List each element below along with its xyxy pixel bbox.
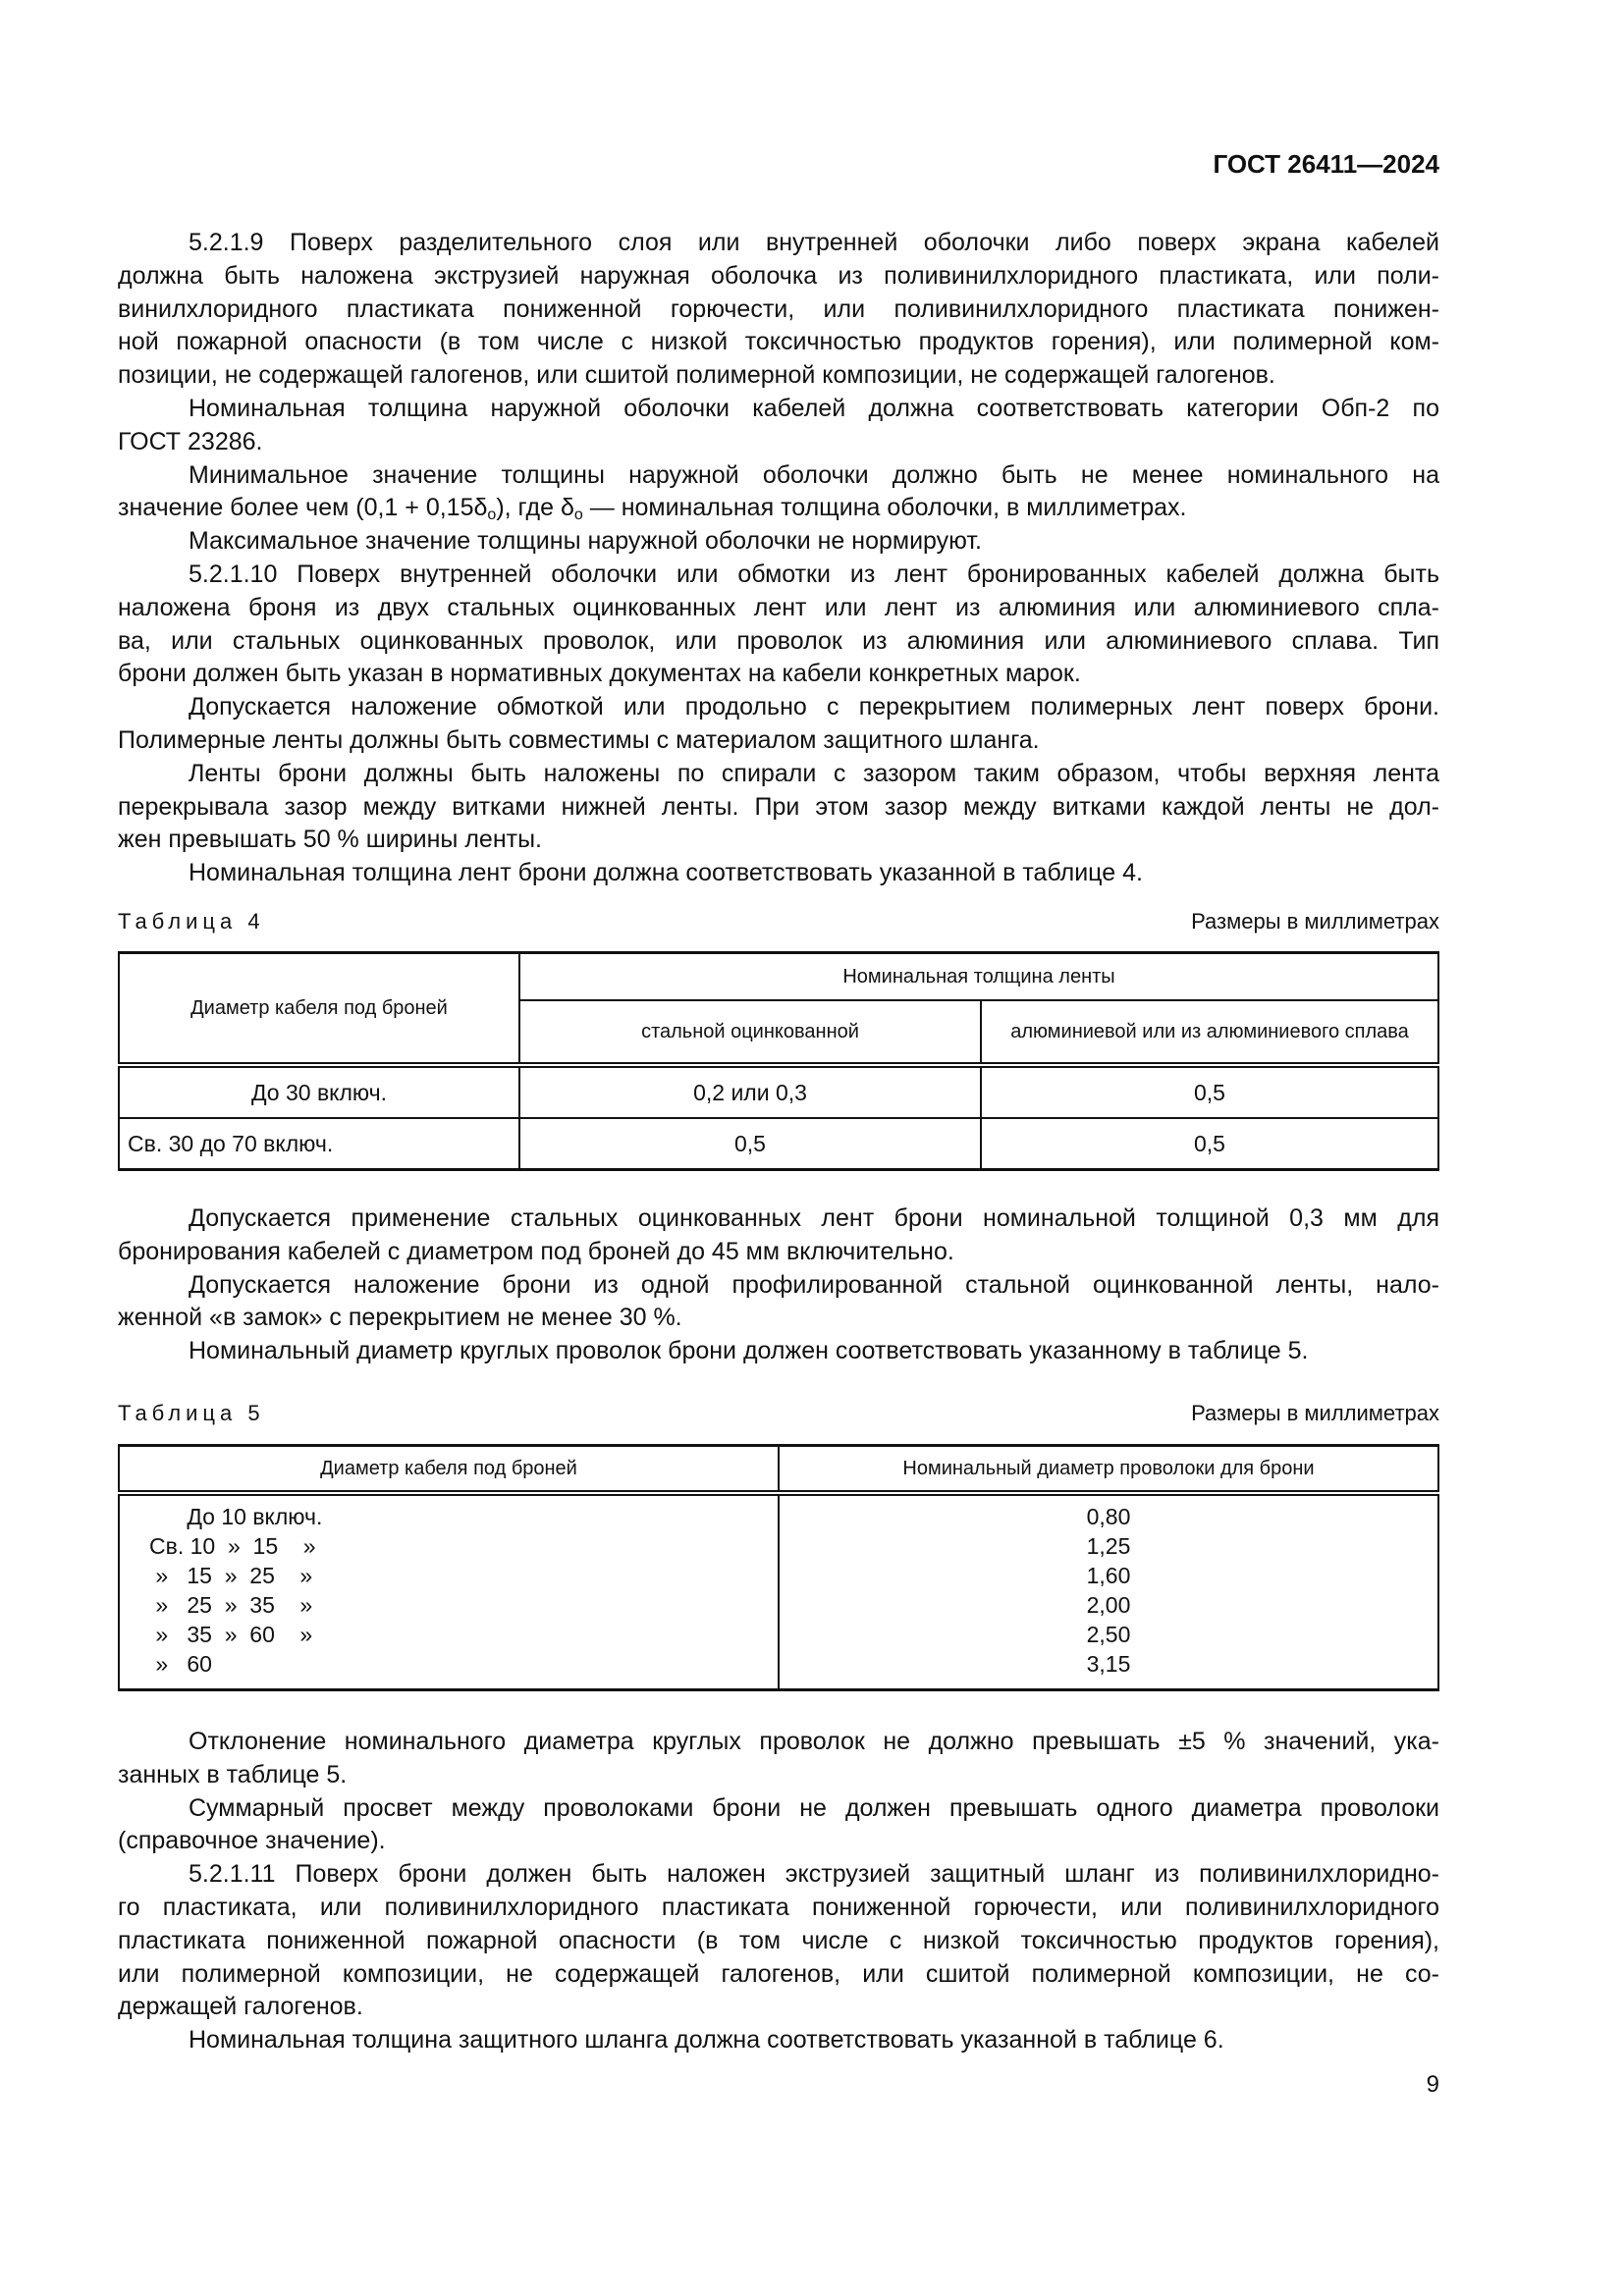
table-cell: 0,2 или 0,3 <box>519 1065 981 1118</box>
text-fragment: — номинальная толщина оболочки, в миллиметрах. <box>582 494 1187 522</box>
table-row <box>119 1493 1438 1690</box>
text-line: Минимальное значение толщины наружной оболочки должно быть не менее номинального на <box>189 460 1439 489</box>
column-header: алюминиевой или из алюминиевого сплава <box>981 1000 1438 1065</box>
paragraph <box>118 857 1439 890</box>
text-line: Номинальный диаметр круглых проволок брони должен соответствовать указанному в таблице 5. <box>189 1337 1309 1365</box>
text-line: ва, или стальных оцинкованных проволок, или проволок из алюминия или алюминиевого сплава. Тип <box>118 626 1439 655</box>
column-header: Номинальный диаметр проволоки для брони <box>779 1446 1438 1494</box>
text-line: Максимальное значение толщины наружной оболочки не нормируют. <box>189 527 982 556</box>
text-fragment: значение более чем (0,1 + 0,15δ <box>118 494 488 522</box>
text-line: Допускается наложение обмоткой или продольно с перекрытием полимерных лент поверх брони. <box>189 693 1439 721</box>
text-block-3 <box>118 1726 1439 2057</box>
table-title: Таблица 4 <box>118 909 265 934</box>
text-line: (справочное значение). <box>118 1827 386 1855</box>
paragraph <box>118 459 1439 526</box>
table-units: Размеры в миллиметрах <box>1191 909 1439 934</box>
wire-diameter-cell: 0,80 1,25 1,60 2,00 2,50 3,15 <box>779 1493 1438 1690</box>
table-cell: 0,5 <box>981 1065 1438 1118</box>
text-line: жен превышать 50 % ширины ленты. <box>118 826 543 854</box>
text-line: бронирования кабелей с диаметром под броней до 45 мм включительно. <box>118 1237 954 1265</box>
table-cell: Св. 30 до 70 включ. <box>119 1118 519 1170</box>
document-code: ГОСТ 26411—2024 <box>1213 149 1439 179</box>
subscript: o <box>573 507 583 524</box>
text-line: Номинальная толщина лент брони должна соответствовать указанной в таблице 4. <box>189 859 1143 887</box>
group-header: Номинальная толщина ленты <box>519 953 1438 1001</box>
text-line: Отклонение номинального диаметра круглых проволок не должно превышать ±5 % значений, ука- <box>189 1728 1439 1755</box>
table-row <box>119 1065 1438 1118</box>
diameter-ranges-cell: До 10 включ. Св. 10 » 15 » » 15 » 25 » » 25 » 35 » » 35 » 60 » » 60 <box>119 1493 779 1690</box>
table-row <box>119 1118 1438 1170</box>
text-block-2 <box>118 1202 1439 1368</box>
text-line: перекрывала зазор между витками нижней ленты. При этом зазор между витками каждой ленты не дол- <box>118 792 1439 821</box>
text-line: Номинальная толщина защитного шланга должна соответствовать указанной в таблице 6. <box>189 2026 1224 2055</box>
text-line: ной пожарной опасности (в том числе с низкой токсичностью продуктов горения), или полимерной ком- <box>118 328 1439 356</box>
text-line: или полимерной композиции, не содержащей галогенов, или сшитой полимерной композиции, не со- <box>118 1959 1439 1988</box>
text-line: Суммарный просвет между проволоками брони не должен превышать одного диаметра проволоки <box>189 1793 1439 1822</box>
column-header: стальной оцинкованной <box>519 1000 981 1065</box>
text-line: позиции, не содержащей галогенов, или сшитой полимерной композиции, не содержащей галогенов. <box>118 361 1275 390</box>
table-cell: 0,5 <box>981 1118 1438 1170</box>
table-units: Размеры в миллиметрах <box>1191 1401 1439 1425</box>
table-5-caption <box>118 1401 1439 1426</box>
table-cell: 0,5 <box>519 1118 981 1170</box>
text-block-1 <box>118 227 1439 890</box>
paragraph <box>118 1269 1439 1336</box>
text-line: 5.2.1.9 Поверх разделительного слоя или внутренней оболочки либо поверх экрана кабелей <box>189 229 1439 256</box>
table-4-caption <box>118 909 1439 934</box>
paragraph <box>118 227 1439 393</box>
text-line: го пластиката, или поливинилхлоридного пластиката пониженной горючести, или поливинилхлоридного <box>118 1893 1439 1921</box>
table-5 <box>118 1444 1439 1691</box>
text-line: Допускается применение стальных оцинкованных лент брони номинальной толщиной 0,3 мм для <box>189 1204 1439 1232</box>
text-line: Ленты брони должны быть наложены по спирали с зазором таким образом, чтобы верхняя лента <box>189 759 1439 787</box>
text-line: занных в таблице 5. <box>118 1760 348 1789</box>
text-line: 5.2.1.10 Поверх внутренней оболочки или обмотки из лент бронированных кабелей должна быть <box>189 560 1439 588</box>
table-4 <box>118 951 1439 1171</box>
text-fragment: ), где δ <box>496 494 574 522</box>
text-line: женной «в замок» с перекрытием не менее 30 %. <box>118 1304 682 1332</box>
column-header: Диаметр кабеля под броней <box>119 953 519 1066</box>
paragraph <box>118 691 1439 758</box>
text-line: пластиката пониженной пожарной опасности (в том числе с низкой токсичностью продуктов горения), <box>118 1926 1439 1954</box>
table-title: Таблица 5 <box>118 1401 265 1425</box>
paragraph <box>118 525 1439 559</box>
text-line: должна быть наложена экструзией наружная оболочка из поливинилхлоридного пластиката, или поли- <box>118 261 1439 290</box>
text-line: Номинальная толщина наружной оболочки кабелей должна соответствовать категории Обп-2 по <box>189 394 1439 422</box>
text-line: держащей галогенов. <box>118 1993 363 2021</box>
page-number: 9 <box>1426 2071 1439 2098</box>
text-line: ГОСТ 23286. <box>118 427 263 455</box>
paragraph <box>118 1792 1439 1859</box>
paragraph <box>118 393 1439 459</box>
paragraph <box>118 1335 1439 1368</box>
text-line: Допускается наложение брони из одной профилированной стальной оцинкованной ленты, нало- <box>189 1270 1439 1299</box>
paragraph <box>118 1202 1439 1269</box>
text-line: винилхлоридного пластиката пониженной горючести, или поливинилхлоридного пластиката понижен- <box>118 294 1439 323</box>
paragraph <box>118 1858 1439 2024</box>
formula-line <box>118 492 1439 525</box>
text-line: Полимерные ленты должны быть совместимы с материалом защитного шланга. <box>118 725 1040 754</box>
text-line: 5.2.1.11 Поверх брони должен быть наложен экструзией защитный шланг из поливинилхлоридно- <box>189 1860 1439 1889</box>
paragraph <box>118 2024 1439 2057</box>
paragraph <box>118 559 1439 691</box>
text-line: наложена броня из двух стальных оцинкованных лент или лент из алюминия или алюминиевого спла- <box>118 593 1439 621</box>
table-cell: До 30 включ. <box>119 1065 519 1118</box>
subscript: o <box>487 507 497 524</box>
text-line: брони должен быть указан в нормативных документах на кабели конкретных марок. <box>118 660 1081 688</box>
paragraph <box>118 758 1439 857</box>
column-header: Диаметр кабеля под броней <box>119 1446 779 1494</box>
paragraph <box>118 1726 1439 1792</box>
